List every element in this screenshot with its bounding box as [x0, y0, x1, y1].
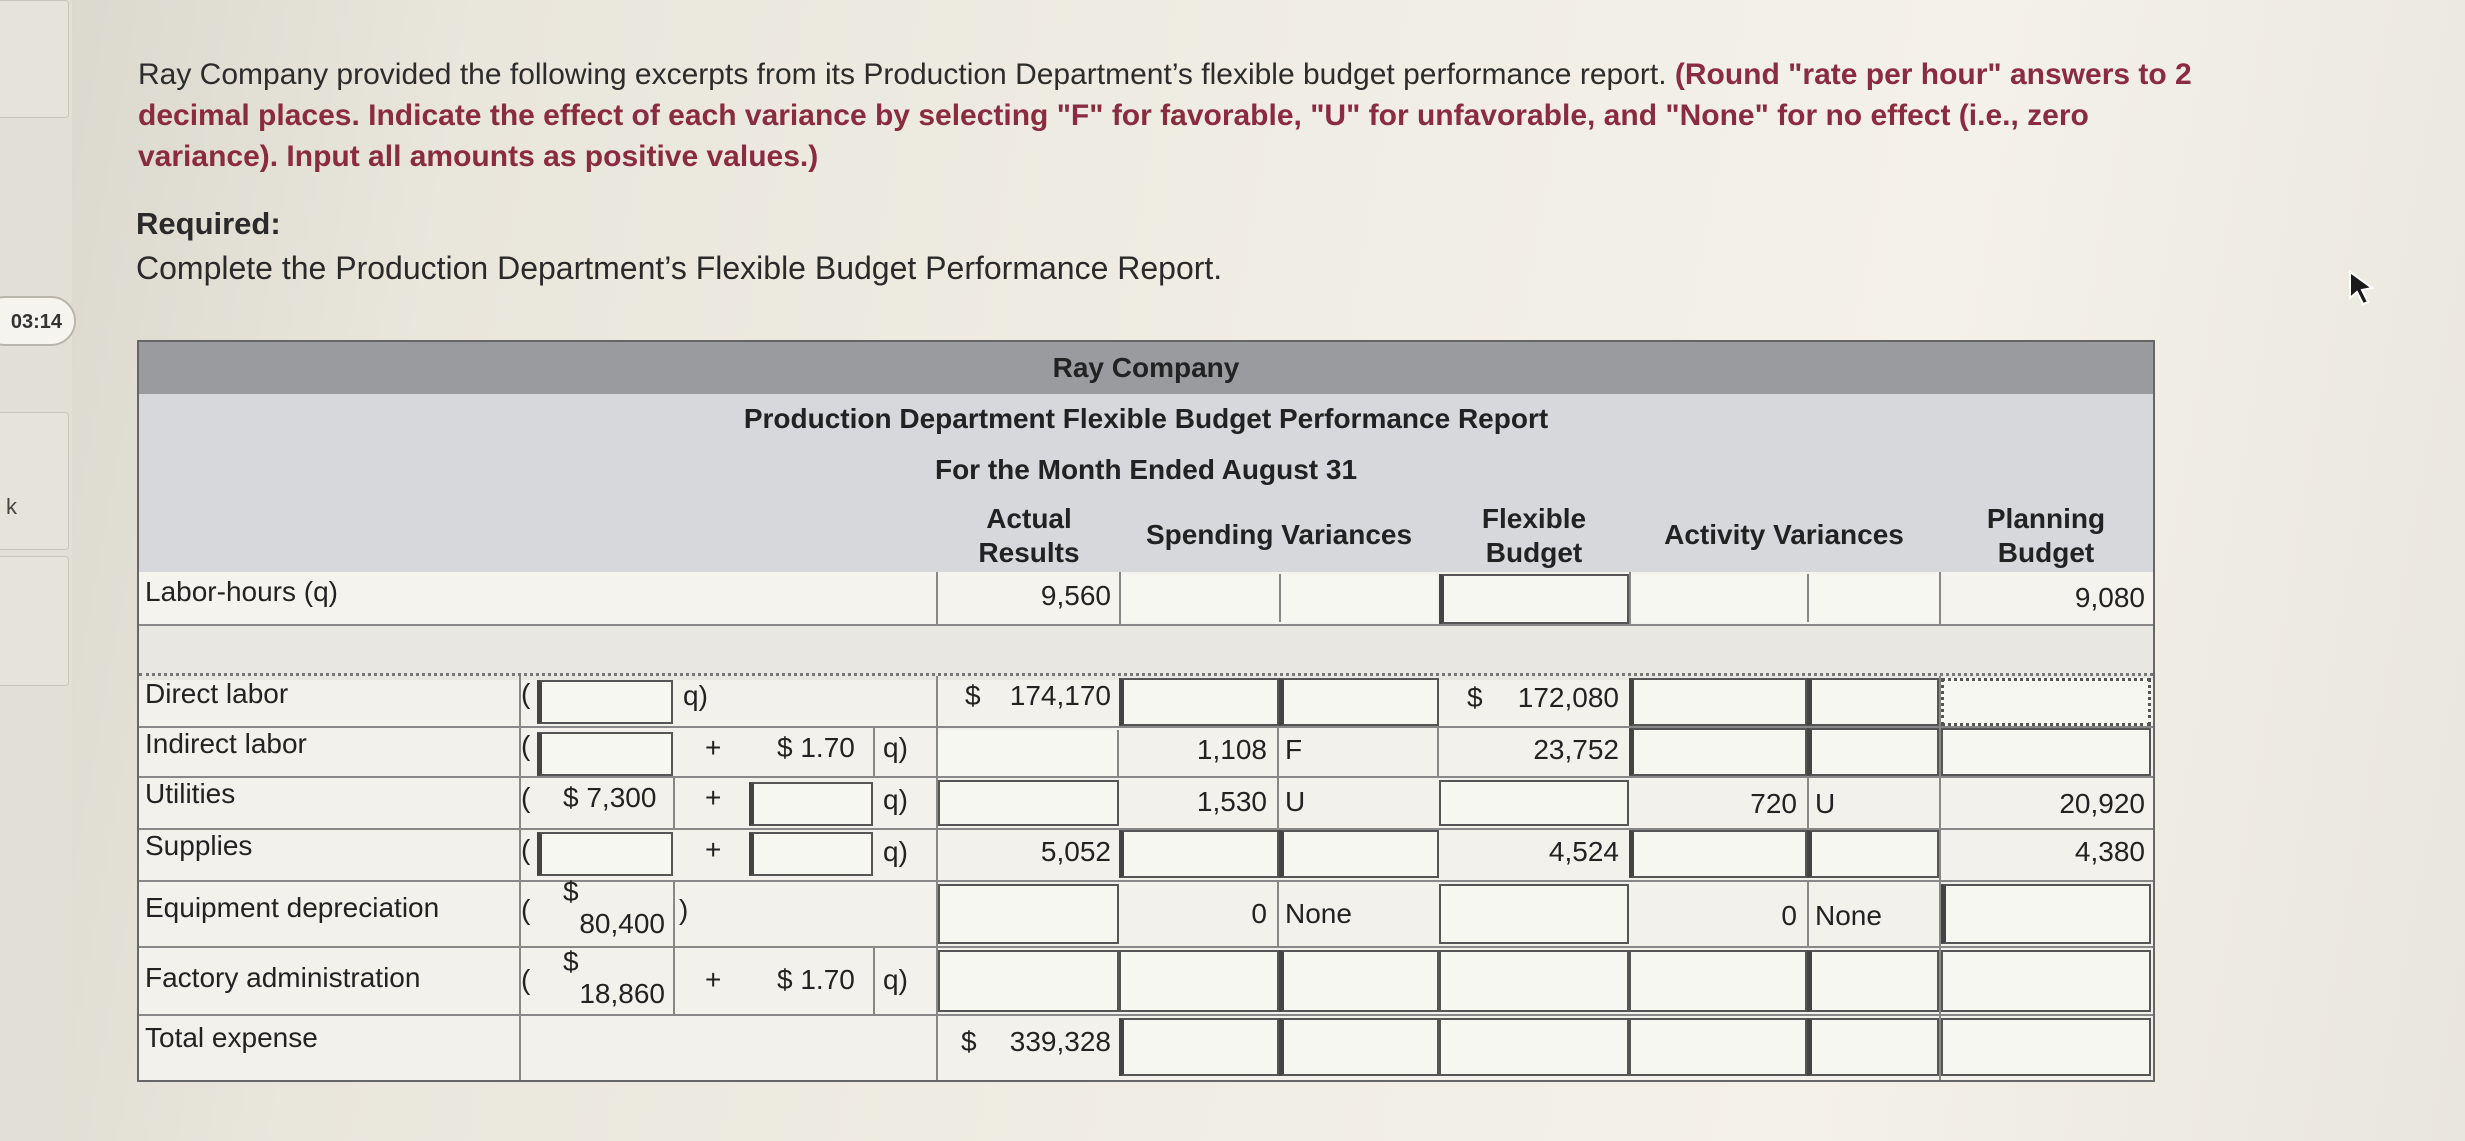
supplies-spending-effect[interactable]	[1279, 830, 1439, 878]
factory-administration-activity-input[interactable]	[1629, 950, 1807, 1012]
labor-hours-actual: 9,560	[1040, 580, 1111, 611]
report-period: For the Month Ended August 31	[139, 444, 2153, 498]
total-expense-actual-dollar: $	[961, 1026, 977, 1057]
factory-administration-spending-effect[interactable]	[1279, 950, 1439, 1012]
total-expense-flexible-input[interactable]	[1439, 1018, 1629, 1076]
utilities-flexible-input[interactable]	[1439, 780, 1629, 826]
direct-labor-activity-input[interactable]	[1629, 678, 1807, 726]
factory-administration-q: q)	[883, 964, 908, 995]
equipment-depreciation-flexible-input[interactable]	[1439, 884, 1629, 944]
utilities-q: q)	[883, 784, 908, 815]
labor-hours-activity-effect[interactable]	[1809, 574, 1939, 622]
instructions-intro: Ray Company provided the following excerpts from its Production Department’s flexible budget performance report.	[138, 58, 1675, 91]
utilities-label: Utilities	[145, 778, 236, 809]
supplies-q: q)	[883, 836, 908, 867]
supplies-rate-input[interactable]	[749, 832, 873, 876]
supplies-open-paren: (	[521, 834, 531, 865]
utilities-activity: 720	[1750, 788, 1797, 819]
indirect-labor-spending: 1,108	[1196, 734, 1267, 765]
supplies-activity-effect[interactable]	[1807, 830, 1939, 878]
side-tab-lower[interactable]	[0, 556, 69, 686]
equipment-depreciation-spending: 0	[1251, 898, 1267, 929]
total-expense-actual: 339,328	[1009, 1026, 1111, 1057]
indirect-labor-fixed-input[interactable]	[537, 732, 673, 776]
col-actual-results: Actual Results	[978, 503, 1080, 568]
utilities-open-paren: (	[521, 782, 531, 813]
factory-administration-plus: +	[705, 964, 722, 995]
left-side-panel	[0, 0, 72, 1141]
factory-administration-open-paren: (	[521, 964, 531, 995]
indirect-labor-flexible: 23,752	[1533, 734, 1619, 765]
required-label: Required:	[136, 206, 281, 241]
factory-administration-dollar: $	[563, 946, 579, 977]
labor-hours-spending-amount[interactable]	[1121, 574, 1281, 622]
supplies-activity-input[interactable]	[1629, 830, 1807, 878]
equipment-depreciation-open-paren: (	[521, 894, 531, 925]
col-spending-variances: Spending Variances	[1145, 519, 1413, 550]
spacer-row	[139, 626, 2153, 680]
report-company: Ray Company	[139, 342, 2153, 396]
mouse-cursor-icon	[2344, 268, 2378, 308]
factory-administration-activity-effect[interactable]	[1807, 950, 1939, 1012]
total-expense-activity-input[interactable]	[1629, 1018, 1807, 1076]
indirect-labor-q: q)	[883, 732, 908, 763]
equipment-depreciation-fixed: 80,400	[579, 908, 665, 939]
utilities-activity-effect: U	[1815, 788, 1836, 819]
labor-hours-planning: 9,080	[2074, 582, 2145, 613]
factory-administration-label: Factory administration	[145, 962, 421, 993]
utilities-plus: +	[705, 782, 722, 813]
indirect-labor-actual-input[interactable]	[938, 730, 1119, 776]
utilities-planning: 20,920	[2059, 788, 2145, 819]
flexible-budget-report	[137, 340, 2155, 1082]
direct-labor-open-paren: (	[521, 678, 531, 709]
direct-labor-actual-dollar: $	[965, 680, 981, 711]
equipment-depreciation-dollar: $	[563, 876, 579, 907]
equipment-depreciation-label: Equipment depreciation	[145, 892, 440, 923]
factory-administration-planning-input[interactable]	[1941, 950, 2151, 1012]
labor-hours-spending-effect[interactable]	[1281, 574, 1437, 622]
supplies-label: Supplies	[145, 830, 253, 861]
direct-labor-flexible-dollar: $	[1467, 682, 1483, 713]
labor-hours-label: Labor-hours (q)	[145, 576, 338, 607]
factory-administration-spending-input[interactable]	[1119, 950, 1279, 1012]
indirect-labor-activity-input[interactable]	[1629, 728, 1807, 776]
col-flexible-budget: Flexible Budget	[1481, 503, 1587, 568]
timer-badge: 03:14	[0, 296, 76, 346]
total-expense-spending-effect[interactable]	[1279, 1018, 1439, 1076]
equipment-depreciation-spending-effect: None	[1285, 898, 1352, 929]
supplies-fixed-input[interactable]	[537, 832, 673, 876]
required-text: Complete the Production Department’s Flexible Budget Performance Report.	[136, 250, 1223, 286]
factory-administration-fixed: 18,860	[579, 978, 665, 1009]
indirect-labor-spending-effect: F	[1285, 734, 1303, 765]
col-planning-budget: Planning Budget	[1986, 503, 2106, 568]
equipment-depreciation-activity-effect: None	[1815, 900, 1882, 931]
utilities-fixed: $ 7,300	[563, 782, 657, 813]
side-panel-letter: k	[6, 494, 17, 519]
utilities-spending-effect: U	[1285, 786, 1306, 817]
utilities-actual-input[interactable]	[938, 780, 1119, 826]
instructions-note: (Round "rate per hour" answers to 2 decimal places. Indicate the effect of each variance by selecting "F" for favorable, "U" for unfavorable, and "None" for no effect (i.e., zero variance). Input all amounts as positive values.)	[138, 58, 2192, 173]
supplies-actual: 5,052	[1040, 836, 1111, 867]
col-activity-variances: Activity Variances	[1664, 519, 1904, 550]
labor-hours-activity-amount[interactable]	[1631, 574, 1809, 622]
supplies-plus: +	[705, 834, 722, 865]
total-expense-activity-effect[interactable]	[1807, 1018, 1939, 1076]
factory-administration-rate: $ 1.70	[777, 964, 855, 995]
equipment-depreciation-activity: 0	[1781, 900, 1797, 931]
side-tab-middle[interactable]	[0, 412, 69, 550]
supplies-planning: 4,380	[2074, 836, 2145, 867]
equipment-depreciation-actual-input[interactable]	[938, 884, 1119, 944]
total-expense-planning-input[interactable]	[1941, 1018, 2151, 1076]
direct-labor-spending-input[interactable]	[1119, 678, 1279, 726]
indirect-labor-open-paren: (	[521, 730, 531, 761]
labor-hours-flexible-input[interactable]	[1439, 574, 1629, 624]
utilities-spending: 1,530	[1196, 786, 1267, 817]
indirect-labor-planning-input[interactable]	[1941, 728, 2151, 776]
indirect-labor-rate: $ 1.70	[777, 732, 855, 763]
direct-labor-spending-effect[interactable]	[1279, 678, 1439, 726]
equipment-depreciation-planning-input[interactable]	[1941, 884, 2151, 944]
direct-labor-fixed-input[interactable]	[537, 680, 673, 724]
indirect-labor-plus: +	[705, 732, 722, 763]
factory-administration-actual-input[interactable]	[938, 950, 1119, 1012]
indirect-labor-activity-effect[interactable]	[1807, 728, 1939, 776]
direct-labor-flexible: 172,080	[1517, 682, 1619, 713]
indirect-labor-label: Indirect labor	[145, 728, 307, 759]
direct-labor-actual: 174,170	[1009, 680, 1111, 711]
total-expense-spending-input[interactable]	[1119, 1018, 1279, 1076]
side-tab-top[interactable]	[0, 0, 69, 118]
question-instructions	[138, 54, 2228, 177]
factory-administration-flexible-input[interactable]	[1439, 950, 1629, 1012]
direct-labor-q: q)	[683, 680, 708, 711]
supplies-spending-input[interactable]	[1119, 830, 1279, 878]
utilities-rate-input[interactable]	[749, 782, 873, 826]
report-title: Production Department Flexible Budget Performance Report	[139, 394, 2153, 446]
equipment-depreciation-close-paren: )	[679, 894, 689, 925]
direct-labor-activity-effect[interactable]	[1807, 678, 1939, 726]
supplies-flexible: 4,524	[1548, 836, 1619, 867]
direct-labor-label: Direct labor	[145, 678, 289, 709]
total-expense-label: Total expense	[145, 1022, 318, 1053]
direct-labor-planning-input[interactable]	[1941, 678, 2151, 726]
